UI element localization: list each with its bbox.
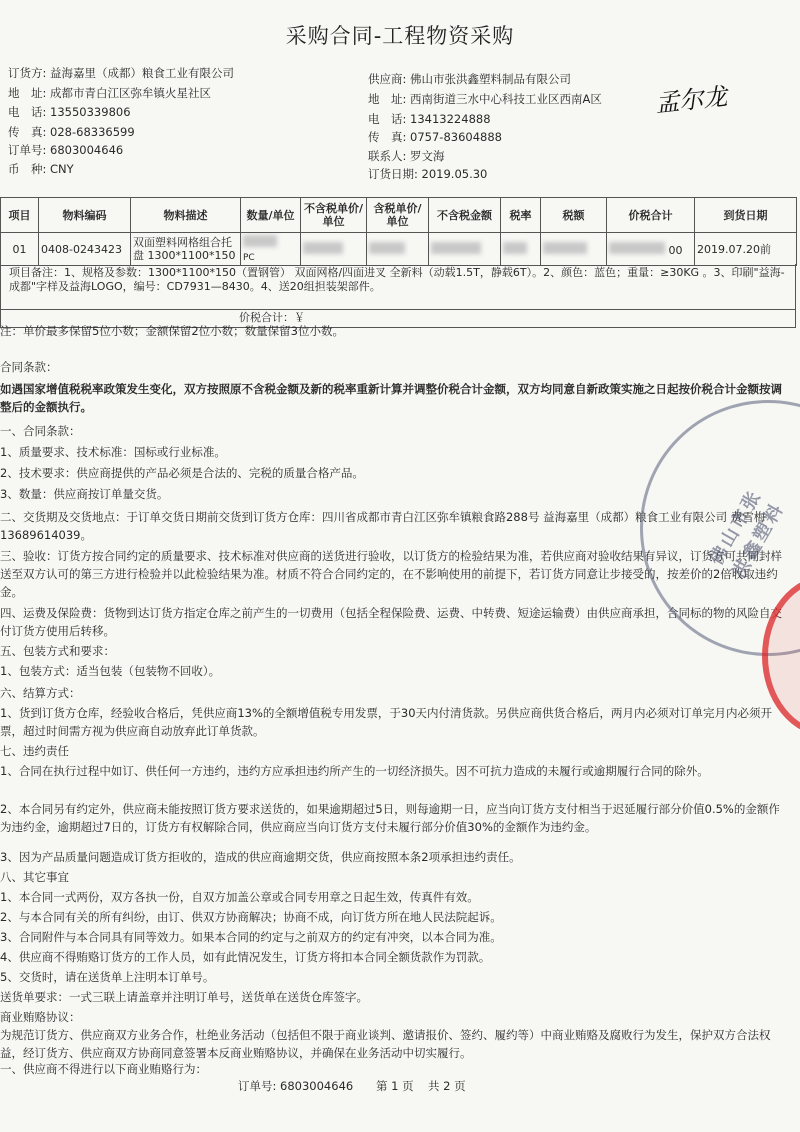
buyer-currency-label: 币 种: (8, 162, 47, 176)
supplier-tel: 13413224888 (410, 112, 491, 126)
freight-clause: 四、运费及保险费：货物到达订货方指定仓库之前产生的一切费用（包括全程保险费、运费、中转费、短途运输费）由供应商承担，合同标的物的风险自交付订货方使用后转移。 (0, 606, 782, 638)
supplier-date: 2019.05.30 (421, 167, 488, 181)
misc-clause-1: 1、本合同一式两份，双方各执一份，自双方加盖公章或合同专用章之日起生效，传真件有效。 (0, 890, 479, 904)
header-qty: 数量/单位 (241, 198, 301, 233)
clause-heading: 合同条款： (0, 360, 58, 374)
liability-heading: 七、违约责任 (0, 744, 69, 758)
misc-heading: 八、其它事宜 (0, 870, 69, 884)
header-amount-excl: 不含税金额 (429, 198, 501, 233)
buyer-addr: 成都市青白江区弥牟镇火星社区 (50, 86, 212, 100)
header-code: 物料编码 (39, 198, 131, 233)
row-unit: PC (243, 253, 255, 263)
tax-policy-clause: 如遇国家增值税税率政策发生变化，双方按照原不含税金额及新的税率重新计算并调整价税合计金额，双方均同意自新政策实施之日起按价税合计金额按调整后的金额执行。 (0, 382, 782, 414)
items-table (0, 197, 797, 266)
row-unit-price-incl (367, 233, 429, 266)
handwritten-signature: 孟尔龙 (653, 82, 729, 118)
row-item: 01 (1, 233, 39, 266)
supplier-name-row (368, 72, 571, 86)
item-remark: 项目备注：1、规格及参数：1300*1100*150（置钢管） 双面网格/四面进叉 全新料（动载1.5T，静载6T）。2、颜色：蓝色；重量：≥30KG 。3、印刷"益海-成都"字样及益海LOGO，编号：CD7931—8430。4、送20组担装架部件。 (0, 264, 796, 310)
row-code: 0408-0243423 (39, 233, 131, 266)
row-unit-price-excl (301, 233, 367, 266)
buyer-addr-label: 地 址: (8, 86, 47, 100)
supplier-date-row (368, 167, 487, 181)
quality-clause: 1、质量要求、技术标准：国标或行业标准。 (0, 445, 226, 459)
delivery-note-requirement: 送货单要求：一式三联上请盖章并注明订单号，送货单在送货仓库签字。 (0, 990, 368, 1004)
packaging-heading: 五、包装方式和要求： (0, 644, 115, 658)
supplier-fax: 0757-83604888 (410, 130, 502, 144)
header-desc: 物料描述 (131, 198, 241, 233)
company-seal-text: 佛山市张洪鑫塑料 (705, 485, 789, 582)
redacted-price-incl (369, 242, 405, 254)
buyer-tel-label: 电 话: (8, 105, 47, 119)
row-amount-tail: 00 (668, 243, 683, 257)
technical-clause: 2、技术要求：供应商提供的产品必须是合法的、完税的质量合格产品。 (0, 466, 364, 480)
misc-clause-2: 2、与本合同有关的所有纠纷，由订、供双方协商解决；协商不成，向订货方所在地人民法院起诉。 (0, 910, 502, 924)
settlement-heading: 六、结算方式： (0, 686, 81, 700)
row-tax-rate (501, 233, 541, 266)
header-tax-rate: 税率 (501, 198, 541, 233)
footer-order (238, 1078, 353, 1094)
buyer-currency-row (8, 162, 74, 176)
redacted-tax (543, 242, 587, 254)
decimal-note: 注：单价最多保留5位小数；金额保留2位小数；数量保留3位小数。 (0, 324, 344, 338)
buyer-tel-row (8, 105, 131, 119)
table-header-row (1, 198, 797, 233)
supplier-contact: 罗文海 (410, 149, 445, 163)
header-unit-price-incl: 含税单价/单位 (367, 198, 429, 233)
supplier-addr-label: 地 址: (368, 92, 407, 106)
redacted-price (303, 242, 343, 254)
buyer-currency: CNY (50, 162, 74, 176)
supplier-fax-label: 传 真: (368, 130, 407, 144)
liability-clause-1: 1、合同在执行过程中如订、供任何一方违约，违约方应承担违约所产生的一切经济损失。因不可抗力造成的未履行或逾期履行合同的除外。 (0, 764, 709, 778)
supplier-addr-row (368, 92, 602, 106)
header-total: 价税合计 (607, 198, 695, 233)
liability-clause-3: 3、因为产品质量问题造成订货方拒收的，造成的供应商逾期交货，供应商按照本条2项承担违约责任。 (0, 850, 521, 864)
row-qty (241, 233, 301, 266)
anti-bribery-item-1: 一、供应商不得进行以下商业贿赂行为： (0, 1062, 207, 1076)
supplier-date-label: 订货日期: (368, 167, 418, 181)
row-tax (541, 233, 607, 266)
table-row (1, 233, 797, 266)
anti-bribery-intro: 为规范订货方、供应商双方业务合作，杜绝业务活动（包括但不限于商业谈判、邀请报价、签约、履约等）中商业贿赂及腐败行为发生，保护双方合法权益，经订货方、供应商双方协商同意签署本反商业贿赂协议，并确保在业务活动中切实履行。 (0, 1028, 771, 1060)
packaging-clause: 1、包装方式：适当包装（包装物不回收）。 (0, 664, 221, 678)
footer-order-label: 订单号: (238, 1079, 277, 1093)
row-total (607, 233, 695, 266)
buyer-name: 益海嘉里（成都）粮食工业有限公司 (50, 66, 235, 80)
header-unit-price-excl: 不含税单价/单位 (301, 198, 367, 233)
misc-clause-3: 3、合同附件与本合同具有同等效力。如果本合同的约定与之前双方的约定有冲突，以本合同为准。 (0, 930, 502, 944)
buyer-tel: 13550339806 (50, 105, 131, 119)
redacted-amount (431, 242, 481, 254)
buyer-order: 6803004646 (50, 143, 124, 157)
liability-clause-2: 2、本合同另有约定外，供应商未能按照订货方要求送货的，如果逾期超过5日，则每逾期一日，应当向订货方支付相当于迟延履行部分价值0.5%的金额作为违约金，逾期超过7日的，订货方有权解除合同，供应商应当向订货方支付未履行部分价值30%的金额作为违约金。 (0, 802, 780, 834)
supplier-contact-label: 联系人: (368, 149, 407, 163)
footer-total-pages: 共 2 页 (428, 1079, 466, 1093)
misc-clause-4: 4、供应商不得贿赂订货方的工作人员，如有此情况发生，订货方将扣本合同全额货款作为罚款。 (0, 950, 491, 964)
quantity-clause: 3、数量：供应商按订单量交货。 (0, 487, 169, 501)
header-delivery-date: 到货日期 (695, 198, 797, 233)
footer-page: 第 1 页 (376, 1079, 414, 1093)
buyer-name-row (8, 66, 234, 80)
total-label: 价税合计：￥ (239, 311, 305, 324)
acceptance-clause: 三、验收：订货方按合同约定的质量要求、技术标准对供应商的送货进行验收，以订货方的检验结果为准，若供应商对验收结果有异议，订货方可共同封样送至双方认可的第三方进行检验并以此检验结果为准。材质不符合合同约定的，在不影响使用的前提下，若订货方同意让步接受的，按差价的2倍收取违约金。 (0, 549, 782, 599)
buyer-addr-row (8, 86, 211, 100)
row-desc: 双面塑料网格组合托盘 1300*1100*150 (131, 233, 241, 266)
supplier-contact-row (368, 149, 445, 163)
buyer-fax-label: 传 真: (8, 125, 47, 139)
buyer-fax-row (8, 125, 135, 139)
header-item: 项目 (1, 198, 39, 233)
buyer-fax: 028-68336599 (50, 125, 135, 139)
supplier-addr: 西南街道三水中心科技工业区西南A区 (410, 92, 602, 106)
buyer-name-label: 订货方: (8, 66, 47, 80)
buyer-order-label: 订单号: (8, 143, 47, 157)
settlement-clause: 1、货到订货方仓库，经验收合格后，凭供应商13%的全额增值税专用发票，于30天内付清货款。另供应商供货合格后，两月内必须对订单完月内必须开票，超过时间需方视为供应商自动放弃此订单货款。 (0, 706, 773, 738)
redacted-rate (503, 242, 527, 254)
supplier-name: 佛山市张洪鑫塑料制品有限公司 (410, 72, 572, 86)
supplier-name-label: 供应商: (368, 72, 407, 86)
supplier-fax-row (368, 130, 502, 144)
redacted-total (609, 242, 665, 254)
row-amount-excl (429, 233, 501, 266)
misc-clause-5: 5、交货时，请在送货单上注明本订单号。 (0, 970, 215, 984)
row-delivery-date: 2019.07.20前 (695, 233, 797, 266)
supplier-tel-label: 电 话: (368, 112, 407, 126)
redacted-qty (243, 235, 277, 247)
contract-terms-heading: 一、合同条款： (0, 424, 81, 438)
header-tax: 税额 (541, 198, 607, 233)
anti-bribery-heading: 商业贿赂协议： (0, 1010, 81, 1024)
delivery-clause: 二、交货期及交货地点：于订单交货日期前交货到订货方仓库：四川省成都市青白江区弥牟镇粮食路288号 益海嘉里（成都）粮食工业有限公司 费雪梅 13689614039。 (0, 510, 766, 542)
buyer-order-row (8, 143, 123, 157)
supplier-tel-row (368, 112, 491, 126)
footer-order-number: 6803004646 (280, 1079, 354, 1093)
document-title: 采购合同-工程物资采购 (285, 24, 515, 48)
